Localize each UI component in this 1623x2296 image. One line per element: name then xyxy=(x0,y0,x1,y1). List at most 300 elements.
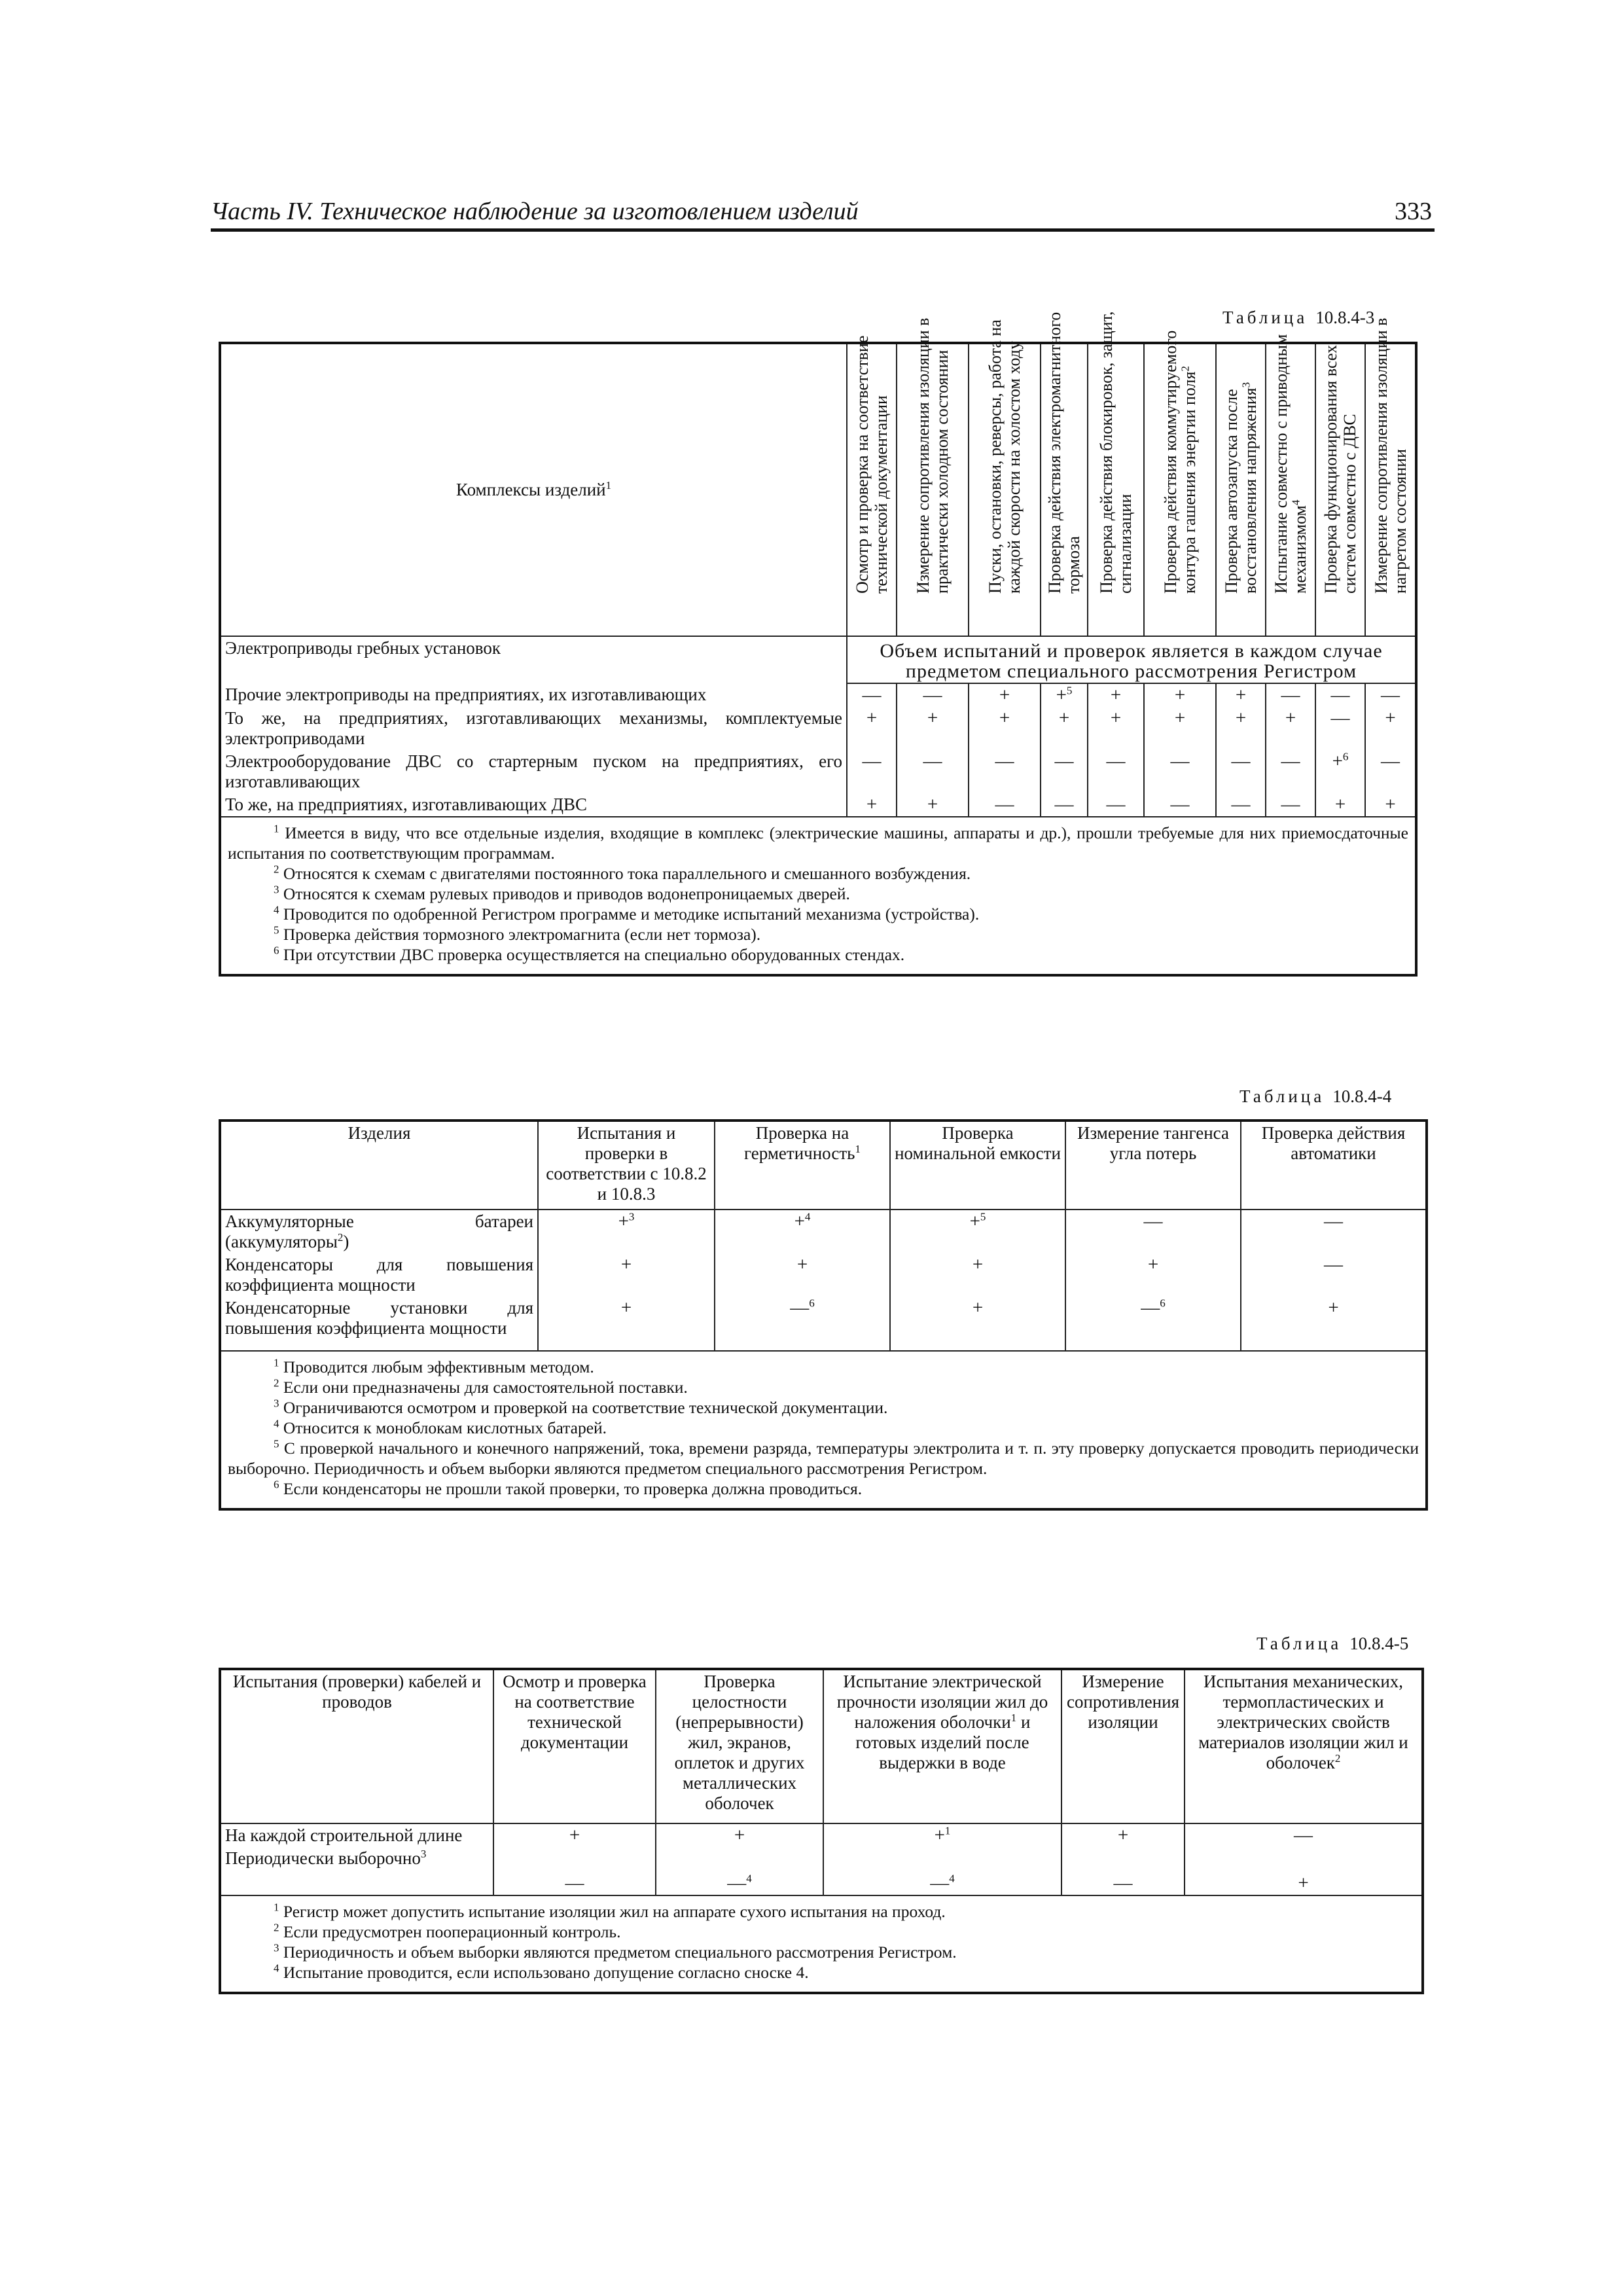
t1-cell xyxy=(1216,683,1266,707)
footnote xyxy=(228,1901,1415,1922)
footnote-ref: 5 xyxy=(1066,684,1073,697)
table2-caption: Таблица 10.8.4-4 xyxy=(1240,1086,1392,1106)
rotated-header-text xyxy=(1161,308,1199,594)
t2-row-label xyxy=(220,1210,538,1253)
t1-row xyxy=(220,750,1416,793)
t1-cell xyxy=(1144,683,1216,707)
header-text: Испытания механических, термопластических и электрических свойств материалов изоляции жил и оболочек xyxy=(1198,1672,1408,1772)
footnote-ref: 6 xyxy=(1160,1297,1166,1310)
mark-value: + xyxy=(1332,751,1343,772)
t1-col-header-4 xyxy=(1041,312,1088,636)
mark-value: + xyxy=(1110,708,1122,728)
mark-value: — xyxy=(862,685,882,706)
t1-cell xyxy=(1041,707,1088,750)
row-label-text: Аккумуляторные батареи (аккумуляторы xyxy=(225,1211,533,1251)
t1-cell xyxy=(847,793,897,817)
t1-cell xyxy=(897,683,969,707)
mark-value: + xyxy=(1298,1873,1309,1893)
t1-merged-row xyxy=(220,636,1416,683)
header-text: Проверка действия блокировок, защит, сигнализации xyxy=(1097,311,1135,594)
t3-cell xyxy=(493,1823,656,1847)
t2-row-label xyxy=(220,1253,538,1297)
t1-row xyxy=(220,793,1416,817)
mark-value: — xyxy=(790,1297,810,1318)
t1-cell xyxy=(1315,793,1365,817)
footnote-ref: 4 xyxy=(1289,499,1302,505)
t1-merged-cell xyxy=(847,636,1416,683)
page-number: 333 xyxy=(1395,198,1432,225)
mark-value: — xyxy=(1330,708,1350,728)
footnote-number: 6 xyxy=(274,944,279,957)
t1-cell xyxy=(1144,707,1216,750)
t1-cell xyxy=(1216,793,1266,817)
t3-cell xyxy=(823,1823,1061,1847)
footnote-text: Имеется в виду, что все отдельные изделия, входящие в комплекс (электрические машины, аппараты и др.), прошли требуемые для них приемосдаточные испытания по соответствующим программам. xyxy=(228,823,1408,863)
mark-value: + xyxy=(1385,708,1396,728)
mark-value: — xyxy=(923,685,942,706)
mark-value: + xyxy=(1235,708,1247,728)
t1-col-header-7 xyxy=(1216,343,1266,636)
footnote-number: 2 xyxy=(274,1376,279,1390)
rotated-header-text xyxy=(1372,308,1410,594)
t2-col-header-2 xyxy=(538,1121,715,1210)
table-10-8-4-4 xyxy=(219,1119,1428,1511)
footnote-number: 2 xyxy=(274,1921,279,1934)
rotated-header-text xyxy=(1272,308,1310,594)
t1-cell xyxy=(1365,793,1416,817)
t1-cell xyxy=(1365,750,1416,793)
rotated-header-text xyxy=(986,308,1024,594)
mark-value: — xyxy=(1113,1873,1133,1893)
t1-cell xyxy=(1088,683,1144,707)
t2-cell xyxy=(715,1297,890,1351)
footnote-number: 1 xyxy=(274,1356,279,1369)
footnote-ref: 3 xyxy=(420,1848,427,1860)
footnote-ref: 2 xyxy=(337,1231,344,1244)
footnote-ref: 4 xyxy=(804,1210,811,1223)
t1-corner-header xyxy=(220,343,847,636)
row-label-text: Конденсаторные установки для повышения коэффициента мощности xyxy=(225,1298,533,1338)
t1-cell xyxy=(1315,750,1365,793)
t1-row-label xyxy=(220,636,847,683)
footnote xyxy=(228,1922,1415,1942)
mark-value: — xyxy=(1330,685,1350,706)
footnote-number: 1 xyxy=(274,822,279,835)
t1-col-header-6 xyxy=(1144,330,1216,636)
t3-row-label xyxy=(220,1823,493,1847)
t1-col-header-10 xyxy=(1365,317,1416,636)
mark-value: — xyxy=(1054,751,1074,772)
mark-value: — xyxy=(1324,1211,1343,1232)
t2-notes xyxy=(220,1351,1427,1509)
footnote-text: Регистр может допустить испытание изоляции жил на аппарате сухого испытания на проход. xyxy=(279,1902,946,1921)
t3-cell xyxy=(823,1847,1061,1895)
footnote-number: 3 xyxy=(274,883,279,896)
t3-notes-row xyxy=(220,1895,1423,1993)
footnote-text: Проводится любым эффективным методом. xyxy=(279,1357,594,1376)
mark-value: — xyxy=(1381,751,1400,772)
header-text: Испытание совместно с приводным механизмом xyxy=(1272,334,1310,594)
t1-col-header-2 xyxy=(897,317,969,636)
t2-cell xyxy=(715,1210,890,1253)
row-label-text: ) xyxy=(343,1232,349,1251)
footnote xyxy=(228,1357,1419,1377)
t3-cell xyxy=(1185,1823,1423,1847)
mark-value: + xyxy=(1328,1297,1339,1318)
header-text: Испытание электрической прочности изоляции жил до наложения оболочки xyxy=(836,1672,1048,1732)
t1-col-header-9 xyxy=(1315,343,1365,636)
t1-cell xyxy=(1144,793,1216,817)
t3-notes xyxy=(220,1895,1423,1993)
header-text: Проверка целостности (непрерывности) жил, экранов, оплеток и других металлических оболочек xyxy=(674,1672,805,1813)
footnote xyxy=(228,1438,1419,1479)
header-text: Проверка функционирования всех систем совместно с ДВС xyxy=(1321,344,1359,594)
mark-value: — xyxy=(1281,685,1300,706)
t2-col-header-4 xyxy=(890,1121,1065,1210)
rotated-header-text xyxy=(1222,308,1260,594)
mark-value: + xyxy=(734,1825,745,1846)
footnote-number: 5 xyxy=(274,924,279,937)
t1-cell xyxy=(1315,707,1365,750)
t3-header-row xyxy=(220,1669,1423,1823)
t3-cell xyxy=(656,1823,823,1847)
header-text: Пуски, остановки, реверсы, работа на каждой скорости на холостом ходу xyxy=(986,319,1024,594)
footnote-text: Относятся к схемам с двигателями постоянного тока параллельного и смешанного возбуждения. xyxy=(279,864,971,883)
row-label-text: То же, на предприятиях, изготавливающих ДВС xyxy=(225,795,588,814)
t1-notes xyxy=(220,817,1416,975)
footnote xyxy=(228,863,1408,884)
t3-col-header-2 xyxy=(493,1669,656,1823)
mark-value: + xyxy=(866,708,878,728)
t2-notes-row xyxy=(220,1351,1427,1509)
mark-value: + xyxy=(620,1254,632,1275)
footnote-ref: 2 xyxy=(1334,1752,1341,1765)
mark-value: — xyxy=(862,751,882,772)
mark-value: — xyxy=(565,1873,584,1893)
t2-cell xyxy=(538,1297,715,1351)
t2-col-header-5 xyxy=(1065,1121,1241,1210)
row-label-text: Периодически выборочно xyxy=(225,1848,421,1868)
t1-cell xyxy=(847,750,897,793)
mark-value: + xyxy=(999,685,1010,706)
t1-notes-row xyxy=(220,817,1416,975)
header-text: Проверка действия автоматики xyxy=(1261,1123,1406,1163)
mark-value: + xyxy=(969,1211,980,1232)
mark-value: — xyxy=(1106,751,1126,772)
footnote-text: Если предусмотрен пооперационный контроль. xyxy=(279,1922,621,1941)
t2-cell xyxy=(890,1210,1065,1253)
header-text: Проверка номинальной емкости xyxy=(895,1123,1061,1163)
footnote-ref: 6 xyxy=(809,1297,815,1310)
running-title: Часть IV. Техническое наблюдение за изготовлением изделий xyxy=(211,198,859,225)
footnote-text: Проводится по одобренной Регистром программе и методике испытаний механизма (устройства). xyxy=(279,905,980,924)
t1-cell xyxy=(969,683,1041,707)
t1-cell xyxy=(1144,750,1216,793)
footnote xyxy=(228,1377,1419,1397)
mark-value: + xyxy=(927,794,938,815)
mark-value: — xyxy=(1231,751,1251,772)
merged-text: Объем испытаний и проверок является в каждом случае предметом специального рассмотрения Регистром xyxy=(880,640,1383,682)
header-text: Изделия xyxy=(348,1123,411,1143)
t1-row-label xyxy=(220,707,847,750)
header-text: Измерение сопротивления изоляции xyxy=(1067,1672,1179,1732)
header-text: Проверка на герметичность xyxy=(744,1123,855,1163)
footnote xyxy=(228,1942,1415,1962)
footnote-ref: 5 xyxy=(980,1210,986,1223)
t2-row xyxy=(220,1210,1427,1253)
mark-value: + xyxy=(569,1825,580,1846)
header-text: Испытания (проверки) кабелей и проводов xyxy=(232,1672,482,1712)
header-text: Испытания и проверки в соответствии с 10.8.2 и 10.8.3 xyxy=(546,1123,707,1204)
rotated-header-text xyxy=(1097,308,1135,594)
mark-value: + xyxy=(1385,794,1396,815)
t2-cell xyxy=(1065,1297,1241,1351)
mark-value: + xyxy=(972,1297,984,1318)
mark-value: — xyxy=(1231,794,1251,815)
t1-cell xyxy=(1315,683,1365,707)
t2-cell xyxy=(1241,1297,1427,1351)
mark-value: + xyxy=(934,1825,945,1846)
mark-value: — xyxy=(1324,1254,1343,1275)
footnote-number: 4 xyxy=(274,1962,279,1975)
t2-cell xyxy=(538,1210,715,1253)
t1-cell xyxy=(1266,750,1315,793)
t1-cell xyxy=(969,707,1041,750)
footnote-number: 4 xyxy=(274,903,279,916)
row-label-text: Электроприводы гребных установок xyxy=(225,638,501,658)
footnote-text: Периодичность и объем выборки являются предметом специального рассмотрения Регистром. xyxy=(279,1943,957,1962)
footnote-ref: 3 xyxy=(1240,382,1253,388)
footnote-ref: 1 xyxy=(1010,1712,1017,1724)
mark-value: — xyxy=(1281,794,1300,815)
t1-cell xyxy=(1088,750,1144,793)
table1-caption: Таблица 10.8.4-3 xyxy=(1222,308,1375,327)
mark-value: — xyxy=(1281,751,1300,772)
t1-cell xyxy=(1041,683,1088,707)
mark-value: + xyxy=(794,1211,805,1232)
t1-row-label xyxy=(220,793,847,817)
mark-value: — xyxy=(727,1873,747,1893)
t3-cell xyxy=(656,1847,823,1895)
t1-cell xyxy=(1365,707,1416,750)
mark-value: + xyxy=(1174,685,1186,706)
footnote xyxy=(228,1418,1419,1438)
t1-col-header-5 xyxy=(1088,311,1144,636)
footnote-number: 6 xyxy=(274,1478,279,1491)
mark-value: — xyxy=(1143,1211,1163,1232)
t2-cell xyxy=(715,1253,890,1297)
mark-value: — xyxy=(1054,794,1074,815)
rotated-header-text xyxy=(1321,308,1359,594)
t2-col-header-6 xyxy=(1241,1121,1427,1210)
footnote-number: 3 xyxy=(274,1397,279,1410)
t1-cell xyxy=(897,750,969,793)
mark-value: + xyxy=(1117,1825,1129,1846)
t1-cell xyxy=(1088,793,1144,817)
mark-value: — xyxy=(1106,794,1126,815)
t3-cell xyxy=(1061,1823,1185,1847)
mark-value: + xyxy=(796,1254,808,1275)
footnote-text: При отсутствии ДВС проверка осуществляется на специально оборудованных стендах. xyxy=(279,945,905,964)
footnote-number: 5 xyxy=(274,1437,279,1450)
mark-value: — xyxy=(930,1873,950,1893)
running-header xyxy=(211,200,1435,232)
mark-value: + xyxy=(1110,685,1122,706)
header-text: Осмотр и проверка на соответствие технической документации xyxy=(853,335,891,594)
t2-cell xyxy=(1241,1253,1427,1297)
footnote-ref: 4 xyxy=(746,1872,752,1885)
t2-col-header-3 xyxy=(715,1121,890,1210)
t1-cell xyxy=(1266,793,1315,817)
footnote-ref: 4 xyxy=(949,1872,955,1885)
footnote-text: Относятся к схемам рулевых приводов и приводов водонепроницаемых дверей. xyxy=(279,884,850,903)
t2-row-label xyxy=(220,1297,538,1351)
footnote-ref: 2 xyxy=(1179,366,1192,372)
mark-value: — xyxy=(995,751,1014,772)
mark-value: + xyxy=(1056,685,1067,706)
footnote-number: 1 xyxy=(274,1901,279,1914)
footnote-text: Относится к моноблокам кислотных батарей. xyxy=(279,1418,607,1437)
t1-cell xyxy=(1365,683,1416,707)
footnote-ref: 3 xyxy=(628,1210,635,1223)
t1-col-header-1 xyxy=(847,335,897,636)
t1-cell xyxy=(969,793,1041,817)
header-text: и готовых изделий после выдержки в воде xyxy=(855,1712,1031,1772)
header-text: Измерение сопротивления изоляции в практически холодном состоянии xyxy=(914,317,952,594)
t1-cell xyxy=(847,707,897,750)
t3-row xyxy=(220,1847,1423,1895)
header-text: Осмотр и проверка на соответствие технической документации xyxy=(503,1672,647,1752)
footnote-ref: 1 xyxy=(944,1824,951,1837)
footnote xyxy=(228,823,1408,863)
header-text: Комплексы изделий xyxy=(455,480,606,499)
t3-col-header-1 xyxy=(220,1669,493,1823)
mark-value: + xyxy=(1285,708,1296,728)
rotated-header-text xyxy=(853,308,891,594)
t1-row xyxy=(220,683,1416,707)
t2-cell xyxy=(1065,1210,1241,1253)
header-text: Проверка действия коммутируемого контура гашения энергии поля xyxy=(1161,330,1199,594)
footnote xyxy=(228,904,1408,924)
mark-value: — xyxy=(1170,794,1190,815)
footnote xyxy=(228,1479,1419,1499)
mark-value: — xyxy=(1141,1297,1160,1318)
t1-cell xyxy=(897,707,969,750)
row-label-text: То же, на предприятиях, изготавливающих механизмы, комплектуемые электроприводами xyxy=(225,708,842,748)
t1-header-row xyxy=(220,343,1416,636)
rotated-header-text xyxy=(1045,308,1083,594)
footnote xyxy=(228,1962,1415,1982)
mark-value: + xyxy=(1174,708,1186,728)
t1-cell xyxy=(1041,793,1088,817)
t1-cell xyxy=(969,750,1041,793)
row-label-text: На каждой строительной длине xyxy=(225,1825,463,1845)
footnote-text: Если они предназначены для самостоятельной поставки. xyxy=(279,1378,688,1397)
t1-row-label xyxy=(220,750,847,793)
footnote xyxy=(228,944,1408,965)
t1-col-header-3 xyxy=(969,319,1041,636)
mark-value: + xyxy=(927,708,938,728)
t2-col-header-1 xyxy=(220,1121,538,1210)
table-10-8-4-5 xyxy=(219,1668,1424,1994)
t1-cell xyxy=(897,793,969,817)
mark-value: + xyxy=(620,1297,632,1318)
t2-row xyxy=(220,1253,1427,1297)
t1-col-header-8 xyxy=(1266,334,1315,636)
mark-value: — xyxy=(995,794,1014,815)
t1-cell xyxy=(1041,750,1088,793)
row-label-text: Прочие электроприводы на предприятиях, их изготавливающих xyxy=(225,685,707,704)
mark-value: — xyxy=(1381,685,1400,706)
footnote-number: 2 xyxy=(274,863,279,876)
mark-value: — xyxy=(1170,751,1190,772)
mark-value: — xyxy=(1294,1825,1313,1846)
mark-value: + xyxy=(972,1254,984,1275)
footnote-number: 4 xyxy=(274,1417,279,1430)
footnote-ref: 1 xyxy=(605,479,612,492)
t2-cell xyxy=(1065,1253,1241,1297)
footnote-ref: 6 xyxy=(1342,750,1349,763)
mark-value: + xyxy=(866,794,878,815)
row-label-text: Электрооборудование ДВС со стартерным пуском на предприятиях, его изготавливающих xyxy=(225,751,842,791)
t2-cell xyxy=(1241,1210,1427,1253)
row-label-text: Конденсаторы для повышения коэффициента мощности xyxy=(225,1255,533,1295)
t3-cell xyxy=(493,1847,656,1895)
header-text: Измерение сопротивления изоляции в нагретом состоянии xyxy=(1371,317,1410,594)
t2-row xyxy=(220,1297,1427,1351)
mark-value: — xyxy=(923,751,942,772)
t3-col-header-3 xyxy=(656,1669,823,1823)
footnote-text: С проверкой начального и конечного напряжений, тока, времени разряда, температуры электролита и т. п. эту проверку допускается проводить периодически выборочно. Периодичность и объем выборки являются предметом специального рассмотрения Регистром. xyxy=(228,1439,1419,1478)
header-text: Измерение тангенса угла потерь xyxy=(1077,1123,1229,1163)
t1-cell xyxy=(1088,707,1144,750)
header-text: Проверка автозапуска после восстановления напряжения xyxy=(1222,387,1260,594)
t1-cell xyxy=(847,683,897,707)
rotated-header-text xyxy=(914,308,952,594)
footnote-text: Проверка действия тормозного электромагнита (если нет тормоза). xyxy=(279,925,761,944)
mark-value: + xyxy=(1235,685,1247,706)
footnote-text: Если конденсаторы не прошли такой проверки, то проверка должна проводиться. xyxy=(279,1479,863,1498)
t3-cell xyxy=(1061,1847,1185,1895)
footnote xyxy=(228,924,1408,944)
t3-row-label xyxy=(220,1847,493,1895)
header-text: Проверка действия электромагнитного тормоза xyxy=(1045,312,1083,594)
footnote xyxy=(228,1397,1419,1418)
footnote-text: Испытание проводится, если использовано допущение согласно сноске 4. xyxy=(279,1963,809,1982)
t3-col-header-5 xyxy=(1061,1669,1185,1823)
t2-cell xyxy=(890,1297,1065,1351)
t3-col-header-4 xyxy=(823,1669,1061,1823)
t3-row xyxy=(220,1823,1423,1847)
mark-value: + xyxy=(618,1211,629,1232)
mark-value: + xyxy=(1334,794,1346,815)
footnote xyxy=(228,884,1408,904)
t2-cell xyxy=(538,1253,715,1297)
t1-cell xyxy=(1216,707,1266,750)
t1-row xyxy=(220,707,1416,750)
footnote-text: Ограничиваются осмотром и проверкой на соответствие технической документации. xyxy=(279,1398,888,1417)
t1-cell xyxy=(1216,750,1266,793)
footnote-number: 3 xyxy=(274,1941,279,1954)
t1-row-label xyxy=(220,683,847,707)
mark-value: + xyxy=(1147,1254,1159,1275)
t2-header-row xyxy=(220,1121,1427,1210)
table3-caption: Таблица 10.8.4-5 xyxy=(1257,1634,1409,1653)
t3-col-header-6 xyxy=(1185,1669,1423,1823)
t1-cell xyxy=(1266,707,1315,750)
footnote-ref: 1 xyxy=(855,1143,861,1155)
t2-cell xyxy=(890,1253,1065,1297)
